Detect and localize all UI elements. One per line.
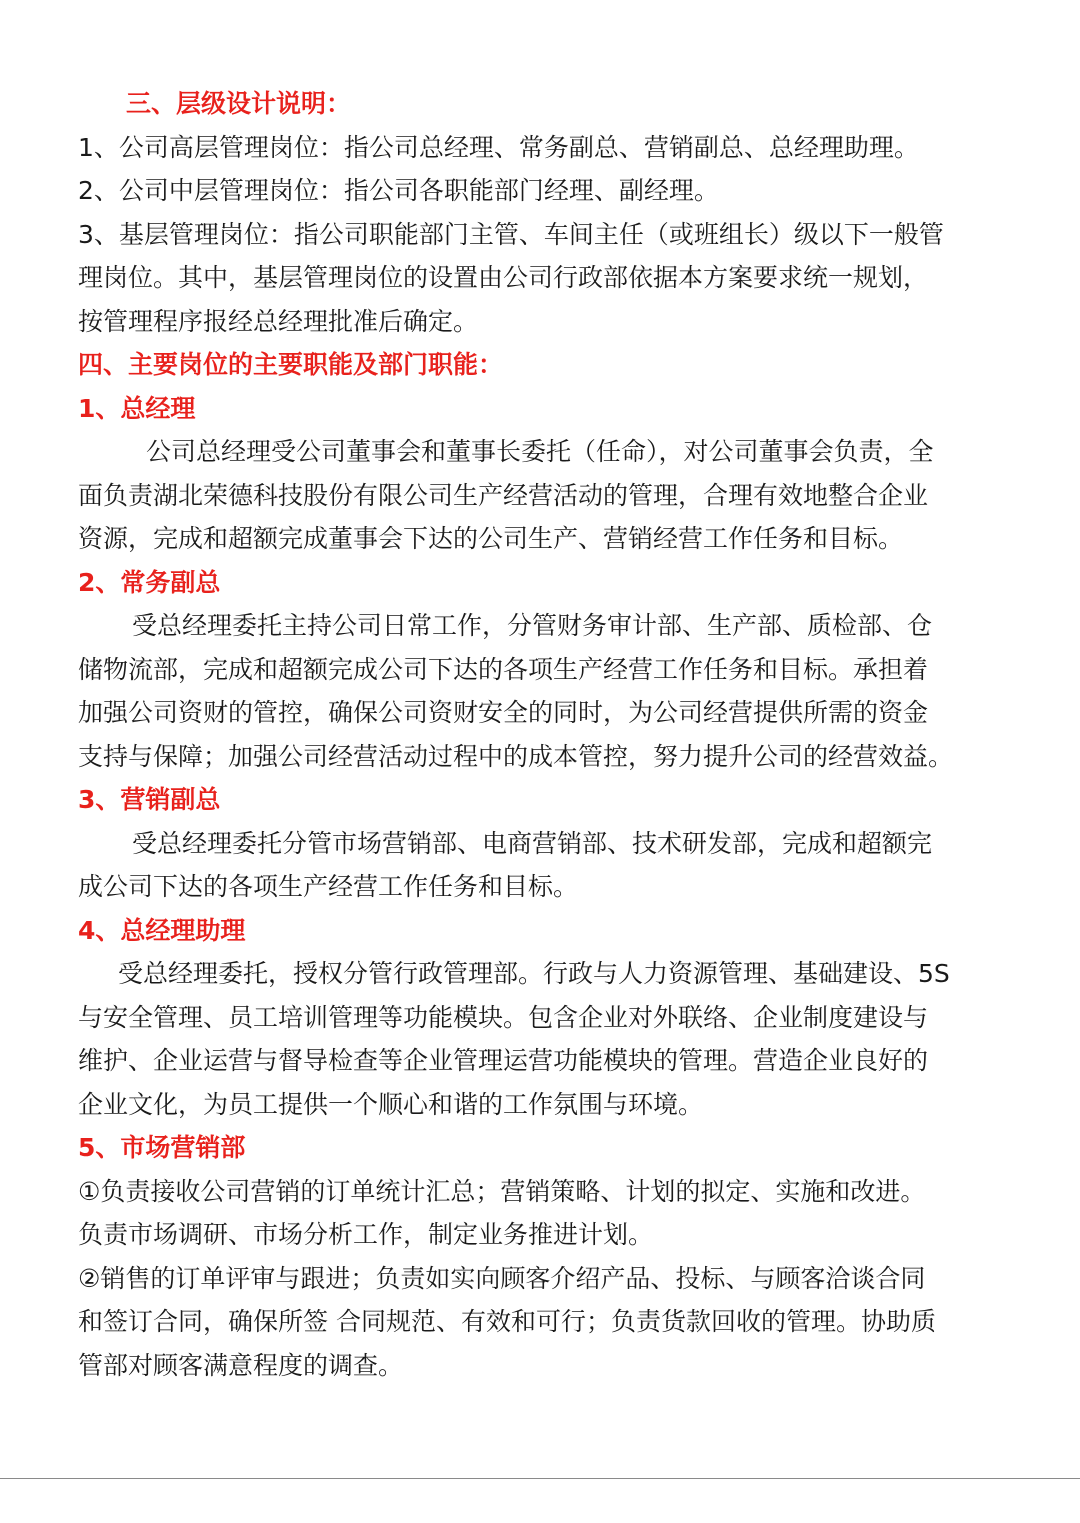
section-3-line-1: 1、公司高层管理岗位：指公司总经理、常务副总、营销副总、总经理助理。 [78,132,919,162]
item-4-line-1: 受总经理委托，授权分管行政管理部。行政与人力资源管理、基础建设、5S [118,959,950,988]
item-5-line-4: 和签订合同，确保所签 合同规范、有效和可行；负责货款回收的管理。协助质 [78,1307,936,1336]
item-5-line-3: ②销售的订单评审与跟进；负责如实向顾客介绍产品、投标、与顾客洽谈合同 [78,1263,926,1293]
item-5-line-5: 管部对顾客满意程度的调查。 [78,1350,404,1380]
item-1-title: 1、总经理 [78,393,196,423]
item-1-line-2: 面负责湖北荣德科技股份有限公司生产经营活动的管理，合理有效地整合企业 [78,480,929,510]
item-3-line-1: 受总经理委托分管市场营销部、电商营销部、技术研发部，完成和超额完 [132,828,933,858]
section-3-line-4: 理岗位。其中，基层管理岗位的设置由公司行政部依据本方案要求统一规划， [78,263,929,292]
item-4-title: 4、总经理助理 [78,915,246,945]
item-4-line-2: 与安全管理、员工培训管理等功能模块。包含企业对外联络、企业制度建设与 [78,1002,929,1032]
item-5-line-2: 负责市场调研、市场分析工作，制定业务推进计划。 [78,1220,654,1249]
document-page [78,82,1002,1387]
footer-divider [0,1478,1080,1479]
item-1-line-3: 资源，完成和超额完成董事会下达的公司生产、营销经营工作任务和目标。 [78,524,904,553]
section-4-heading: 四、主要岗位的主要职能及部门职能： [78,350,504,379]
section-3-line-3: 3、基层管理岗位：指公司职能部门主管、车间主任（或班组长）级以下一般管 [78,219,944,249]
item-2-title: 2、常务副总 [78,567,221,597]
section-3-heading: 三、层级设计说明： [126,89,352,118]
section-3-line-2: 2、公司中层管理岗位：指公司各职能部门经理、副经理。 [78,176,719,205]
item-5-title: 5、市场营销部 [78,1133,246,1162]
item-3-line-2: 成公司下达的各项生产经营工作任务和目标。 [78,872,579,901]
item-2-line-2: 储物流部，完成和超额完成公司下达的各项生产经营工作任务和目标。承担着 [78,654,929,684]
item-1-line-1: 公司总经理受公司董事会和董事长委托（任命），对公司董事会负责，全 [146,437,934,466]
item-2-line-4: 支持与保障；加强公司经营活动过程中的成本管控，努力提升公司的经营效益。 [78,741,954,771]
item-2-line-3: 加强公司资财的管控，确保公司资财安全的同时，为公司经营提供所需的资金 [78,698,929,727]
item-4-line-4: 企业文化，为员工提供一个顺心和谐的工作氛围与环境。 [78,1089,704,1119]
item-3-title: 3、营销副总 [78,785,221,814]
section-3-line-5: 按管理程序报经总经理批准后确定。 [78,306,479,336]
item-5-line-1: ①负责接收公司营销的订单统计汇总；营销策略、计划的拟定、实施和改进。 [78,1176,926,1206]
item-4-line-3: 维护、企业运营与督导检查等企业管理运营功能模块的管理。营造企业良好的 [78,1046,929,1075]
item-2-line-1: 受总经理委托主持公司日常工作，分管财务审计部、生产部、质检部、仓 [132,611,933,640]
